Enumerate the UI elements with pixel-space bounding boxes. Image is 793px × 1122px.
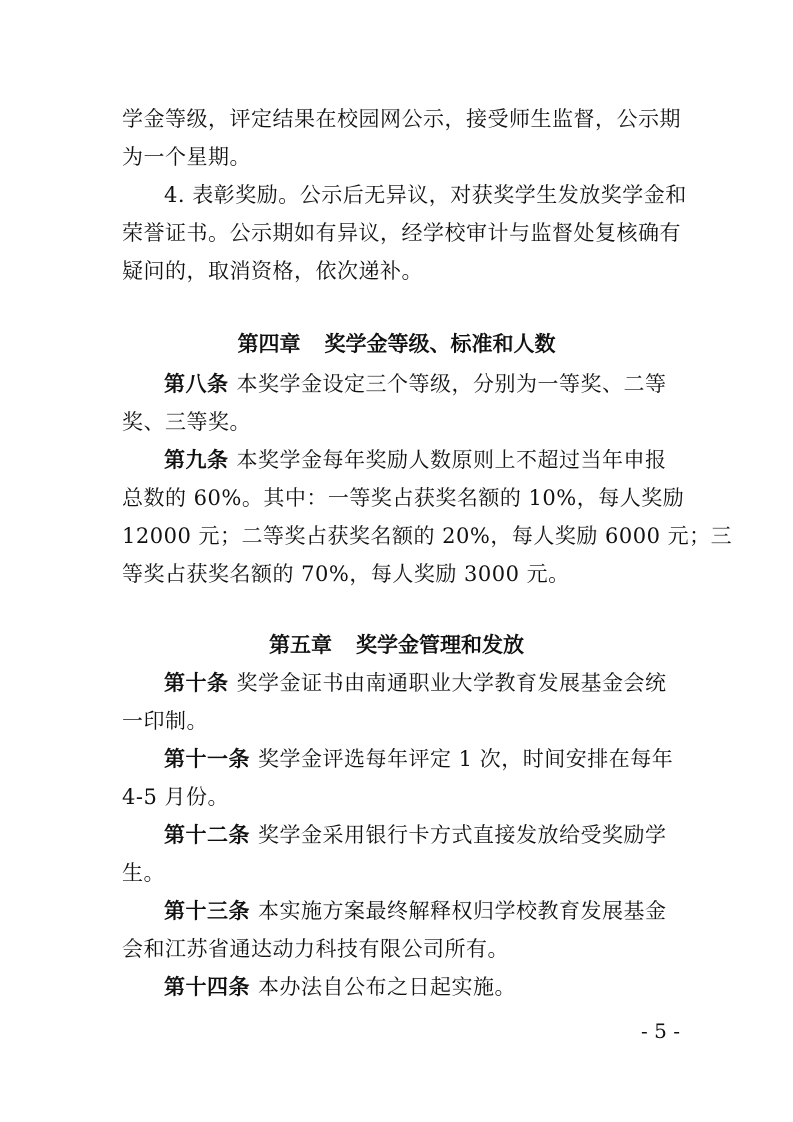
chapter-label: 第五章 [269,633,332,657]
article-label: 第十二条 [164,823,250,847]
text-line: 4-5 月份。 [122,785,229,809]
text-line: 12000 元；二等奖占获奖名额的 20%，每人奖励 6000 元；三 [122,524,733,548]
text-line: 4. 表彰奖励。公示后无异议，对获奖学生发放奖学金和 [164,183,687,207]
text-line: 等奖占获奖名额的 70%，每人奖励 3000 元。 [122,562,570,586]
text-line: 生。 [122,861,165,885]
chapter-title: 奖学金管理和发放 [356,633,524,657]
article-9 [164,445,724,475]
article-8 [164,369,724,399]
text-line: 荣誉证书。公示期如有异议，经学校审计与监督处复核确有 [122,221,681,245]
text-line: 疑问的，取消资格，依次递补。 [122,259,423,283]
article-10 [164,668,724,698]
text-line: 为一个星期。 [122,145,251,169]
article-label: 第十四条 [164,975,250,999]
page-number: - 5 - [641,1019,680,1043]
article-text: 奖学金证书由南通职业大学教育发展基金会统 [236,671,667,695]
text-line: 学金等级，评定结果在校园网公示，接受师生监督，公示期 [122,107,681,131]
article-text: 本办法自公布之日起实施。 [258,975,516,999]
article-label: 第十一条 [164,747,250,771]
article-label: 第九条 [164,448,229,472]
text-line: 奖、三等奖。 [122,410,251,434]
article-label: 第十条 [164,671,229,695]
article-11 [164,744,724,774]
article-text: 奖学金采用银行卡方式直接发放给受奖励学 [258,823,667,847]
article-text: 本奖学金每年奖励人数原则上不超过当年申报 [236,448,667,472]
chapter-title: 奖学金等级、标准和人数 [324,332,556,356]
article-text: 本奖学金设定三个等级，分别为一等奖、二等 [236,372,667,396]
article-label: 第八条 [164,372,229,396]
chapter-heading [0,329,793,359]
article-text: 本实施方案最终解释权归学校教育发展基金 [258,899,667,923]
text-line: 总数的 60%。其中：一等奖占获奖名额的 10%，每人奖励 [122,486,685,510]
chapter-label: 第四章 [237,332,301,356]
article-13 [164,896,724,926]
text-line: 会和江苏省通达动力科技有限公司所有。 [122,937,509,961]
chapter-heading [0,630,793,660]
article-14 [164,972,724,1002]
text-line: 一印制。 [122,709,208,733]
article-label: 第十三条 [164,899,250,923]
article-text: 奖学金评选每年评定 1 次，时间安排在每年 [258,747,674,771]
article-12 [164,820,724,850]
